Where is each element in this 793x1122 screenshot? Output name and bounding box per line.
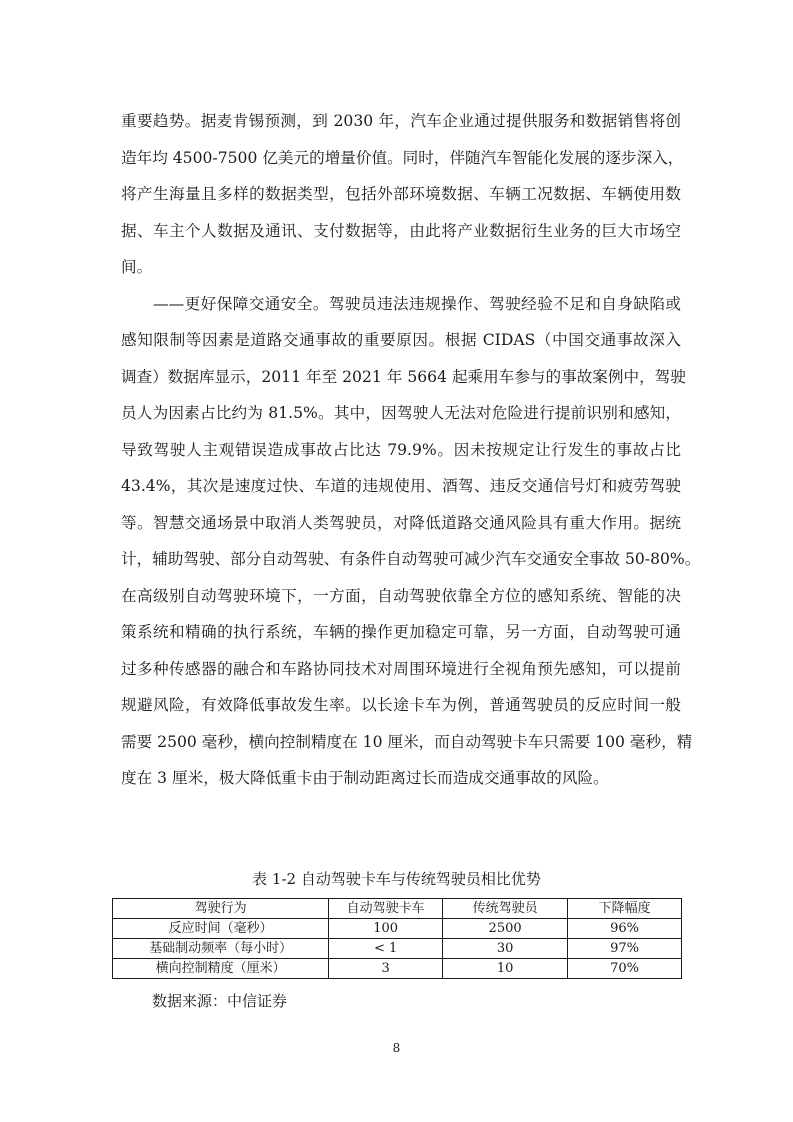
text-line: ——更好保障交通安全。驾驶员违法违规操作、驾驶经验不足和自身缺陷或 <box>121 294 681 313</box>
table-cell: 10 <box>443 959 568 979</box>
text-line: 43.4%，其次是速度过快、车道的违规使用、酒驾、违反交通信号灯和疲劳驾驶 <box>121 477 681 495</box>
text-line: 据、车主个人数据及通讯、支付数据等，由此将产业数据衍生业务的巨大市场空 <box>121 221 681 240</box>
column-header: 传统驾驶员 <box>443 899 568 919</box>
comparison-table <box>112 898 682 979</box>
page-number: 8 <box>392 1041 401 1055</box>
table-cell: 70% <box>568 959 682 979</box>
table-cell: 97% <box>568 939 682 959</box>
text-line: 过多种传感器的融合和车路协同技术对周围环境进行全视角预先感知，可以提前 <box>121 659 681 678</box>
table-header-row <box>113 899 682 919</box>
text-line: 导致驾驶人主观错误造成事故占比达 79.9%。因未按规定让行发生的事故占比 <box>121 440 681 459</box>
table-cell: 100 <box>329 919 443 939</box>
table-cell: < 1 <box>329 939 443 959</box>
table-row <box>113 939 682 959</box>
text-line: 规避风险，有效降低事故发生率。以长途卡车为例，普通驾驶员的反应时间一般 <box>121 696 681 714</box>
text-line: 需要 2500 毫秒，横向控制精度在 10 厘米，而自动驾驶卡车只需要 100 毫秒，精 <box>121 732 693 751</box>
column-header: 下降幅度 <box>568 899 682 919</box>
table-cell: 基础制动频率（每小时） <box>113 939 329 959</box>
table-cell: 横向控制精度（厘米） <box>113 959 329 979</box>
table-cell: 反应时间（毫秒） <box>113 919 329 939</box>
text-line: 策系统和精确的执行系统，车辆的操作更加稳定可靠，另一方面，自动驾驶可通 <box>121 623 681 641</box>
table-caption: 表 1-2 自动驾驶卡车与传统驾驶员相比优势 <box>252 870 541 888</box>
column-header: 驾驶行为 <box>113 899 329 919</box>
table-row <box>113 919 682 939</box>
text-line: 重要趋势。据麦肯锡预测，到 2030 年，汽车企业通过提供服务和数据销售将创 <box>121 112 681 130</box>
text-line: 将产生海量且多样的数据类型，包括外部环境数据、车辆工况数据、车辆使用数 <box>121 185 681 203</box>
table-cell: 3 <box>329 959 443 979</box>
column-header: 自动驾驶卡车 <box>329 899 443 919</box>
text-line: 在高级别自动驾驶环境下，一方面，自动驾驶依靠全方位的感知系统、智能的决 <box>121 586 681 605</box>
text-line: 度在 3 厘米，极大降低重卡由于制动距离过长而造成交通事故的风险。 <box>121 769 609 787</box>
body-text <box>121 103 701 797</box>
data-source-note: 数据来源：中信证券 <box>152 992 288 1010</box>
table-cell: 96% <box>568 919 682 939</box>
text-line: 间。 <box>121 258 153 276</box>
table-cell: 30 <box>443 939 568 959</box>
table-row <box>113 959 682 979</box>
text-line: 造年均 4500-7500 亿美元的增量价值。同时，伴随汽车智能化发展的逐步深入， <box>121 148 684 167</box>
text-line: 感知限制等因素是道路交通事故的重要原因。根据 CIDAS（中国交通事故深入 <box>121 331 681 349</box>
text-line: 员人为因素占比约为 81.5%。其中，因驾驶人无法对危险进行提前识别和感知， <box>121 404 681 422</box>
text-line: 等。智慧交通场景中取消人类驾驶员，对降低道路交通风险具有重大作用。据统 <box>121 513 681 532</box>
table-cell: 2500 <box>443 919 568 939</box>
text-line: 调查）数据库显示，2011 年至 2021 年 5664 起乘用车参与的事故案例中，驾驶 <box>121 367 686 386</box>
text-line: 计，辅助驾驶、部分自动驾驶、有条件自动驾驶可减少汽车交通安全事故 50-80%。 <box>121 550 701 568</box>
